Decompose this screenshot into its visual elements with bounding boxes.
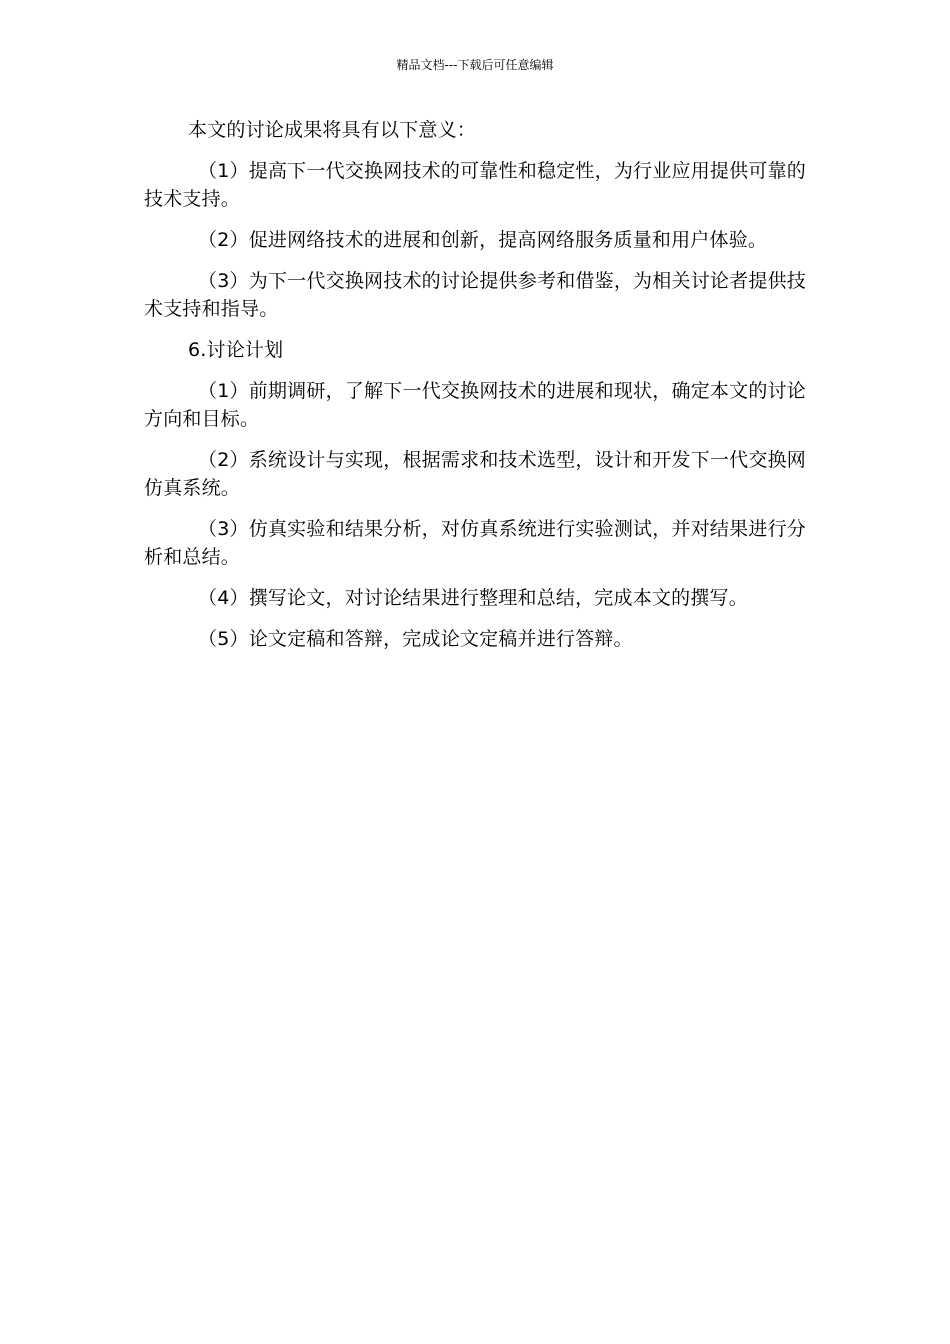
plan-item-4: （4）撰写论文，对讨论结果进行整理和总结，完成本文的撰写。: [198, 587, 748, 609]
document-body: [144, 116, 806, 666]
significance-item-3: （3）为下一代交换网技术的讨论提供参考和借鉴，为相关讨论者提供技术支持和指导。: [144, 270, 806, 320]
page-header: 精品文档---下载后可任意编辑: [396, 58, 554, 72]
plan-item-1: （1）前期调研，了解下一代交换网技术的进展和现状，确定本文的讨论方向和目标。: [144, 380, 806, 430]
intro-paragraph: 本文的讨论成果将具有以下意义：: [188, 119, 477, 141]
plan-item-3: （3）仿真实验和结果分析，对仿真系统进行实验测试，并对结果进行分析和总结。: [144, 518, 806, 568]
significance-item-1: （1）提高下一代交换网技术的可靠性和稳定性，为行业应用提供可靠的技术支持。: [144, 160, 806, 210]
plan-item-2: （2）系统设计与实现，根据需求和技术选型，设计和开发下一代交换网仿真系统。: [144, 449, 806, 499]
section-heading: 6.讨论计划: [188, 339, 284, 361]
significance-item-2: （2）促进网络技术的进展和创新，提高网络服务质量和用户体验。: [198, 229, 768, 251]
plan-item-5: （5）论文定稿和答辩，完成论文定稿并进行答辩。: [198, 628, 633, 650]
